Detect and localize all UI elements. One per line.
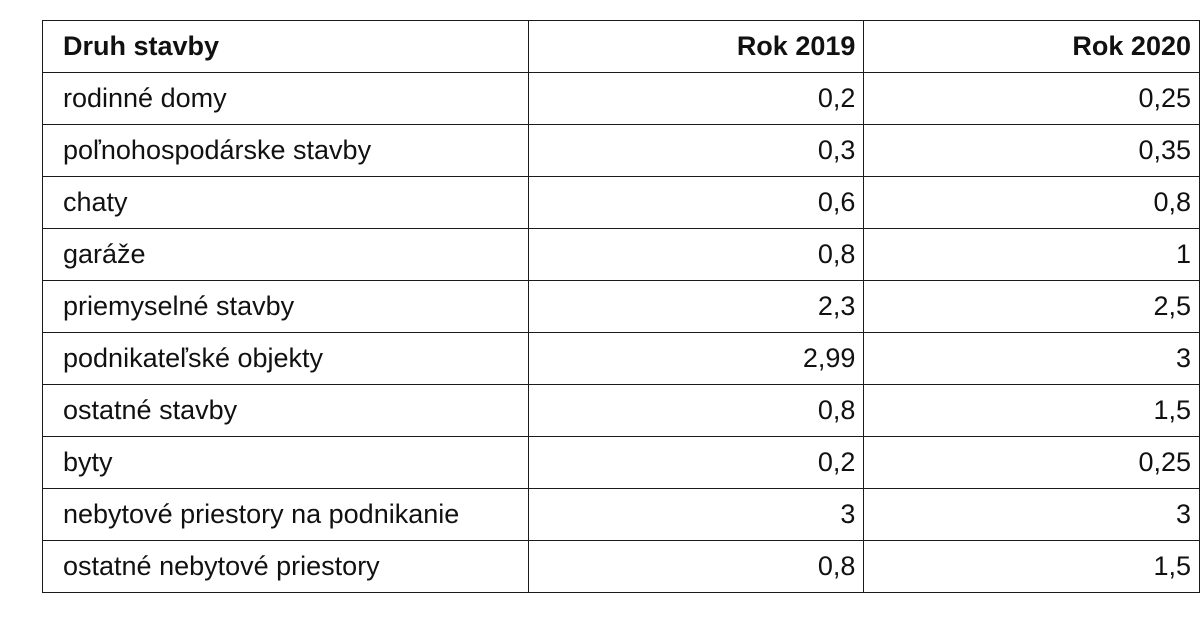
cell-building-type: ostatné stavby xyxy=(43,385,529,437)
cell-value-2019: 0,8 xyxy=(528,541,864,593)
cell-value-2020: 0,35 xyxy=(864,125,1200,177)
table-row xyxy=(43,385,1200,437)
cell-value-2020: 0,8 xyxy=(864,177,1200,229)
cell-value-2019: 0,8 xyxy=(528,385,864,437)
cell-value-2020: 2,5 xyxy=(864,281,1200,333)
cell-value-2019: 0,2 xyxy=(528,437,864,489)
cell-value-2019: 3 xyxy=(528,489,864,541)
header-year-2019: Rok 2019 xyxy=(528,21,864,73)
cell-value-2019: 0,3 xyxy=(528,125,864,177)
cell-value-2020: 0,25 xyxy=(864,437,1200,489)
table-row xyxy=(43,73,1200,125)
cell-value-2019: 0,6 xyxy=(528,177,864,229)
header-year-2020: Rok 2020 xyxy=(864,21,1200,73)
table-row xyxy=(43,177,1200,229)
cell-value-2019: 2,99 xyxy=(528,333,864,385)
table-row xyxy=(43,437,1200,489)
cell-building-type: poľnohospodárske stavby xyxy=(43,125,529,177)
cell-value-2019: 0,8 xyxy=(528,229,864,281)
cell-building-type: chaty xyxy=(43,177,529,229)
cell-building-type: podnikateľské objekty xyxy=(43,333,529,385)
cell-building-type: byty xyxy=(43,437,529,489)
cell-value-2020: 1 xyxy=(864,229,1200,281)
table-row xyxy=(43,489,1200,541)
table-row xyxy=(43,125,1200,177)
data-table-container xyxy=(42,20,1200,593)
table-row xyxy=(43,229,1200,281)
cell-building-type: priemyselné stavby xyxy=(43,281,529,333)
cell-building-type: ostatné nebytové priestory xyxy=(43,541,529,593)
cell-value-2020: 3 xyxy=(864,489,1200,541)
cell-value-2019: 0,2 xyxy=(528,73,864,125)
cell-value-2019: 2,3 xyxy=(528,281,864,333)
cell-value-2020: 3 xyxy=(864,333,1200,385)
data-table xyxy=(42,20,1200,593)
header-building-type: Druh stavby xyxy=(43,21,529,73)
cell-building-type: garáže xyxy=(43,229,529,281)
table-row xyxy=(43,281,1200,333)
table-row xyxy=(43,333,1200,385)
table-row xyxy=(43,541,1200,593)
cell-value-2020: 1,5 xyxy=(864,541,1200,593)
cell-building-type: nebytové priestory na podnikanie xyxy=(43,489,529,541)
cell-value-2020: 0,25 xyxy=(864,73,1200,125)
cell-value-2020: 1,5 xyxy=(864,385,1200,437)
table-header-row xyxy=(43,21,1200,73)
cell-building-type: rodinné domy xyxy=(43,73,529,125)
